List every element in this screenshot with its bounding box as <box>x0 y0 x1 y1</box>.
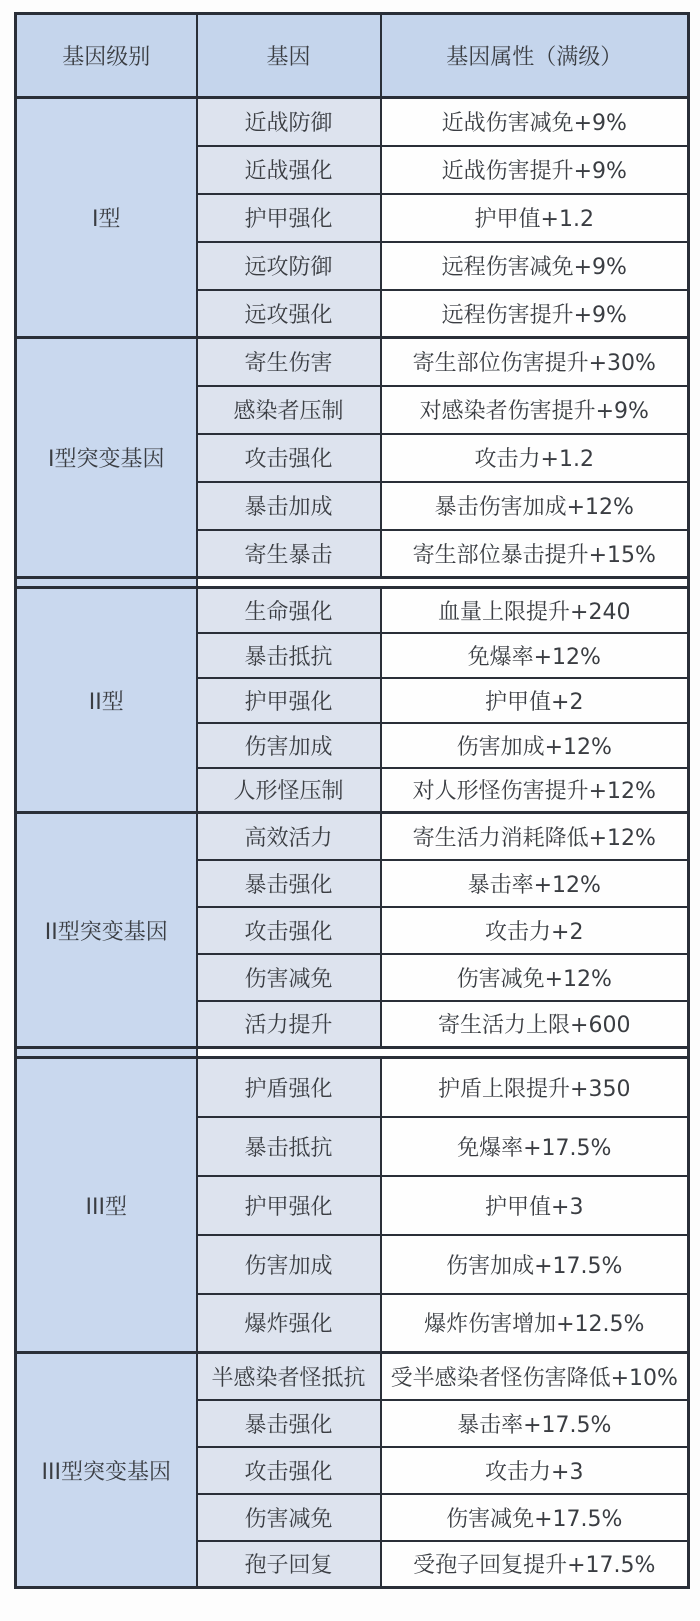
attr-cell: 寄生活力上限+600 <box>381 1001 689 1048</box>
gene-row <box>16 588 689 633</box>
gene-cell: 远攻强化 <box>197 290 381 338</box>
gene-cell: 感染者压制 <box>197 386 381 434</box>
attr-cell: 伤害加成+12% <box>381 723 689 768</box>
gene-cell: 伤害加成 <box>197 723 381 768</box>
gene-cell: 暴击强化 <box>197 1400 381 1447</box>
gene-cell: 暴击强化 <box>197 860 381 907</box>
attr-cell: 对感染者伤害提升+9% <box>381 386 689 434</box>
gene-cell: 暴击抵抗 <box>197 633 381 678</box>
gene-cell: 近战强化 <box>197 146 381 194</box>
separator-level-cell <box>16 578 197 588</box>
attr-cell: 护甲值+3 <box>381 1176 689 1235</box>
attr-cell: 护甲值+2 <box>381 678 689 723</box>
header-gene-level: 基因级别 <box>16 14 197 98</box>
gene-cell: 攻击强化 <box>197 907 381 954</box>
gene-row <box>16 338 689 386</box>
gene-cell: 攻击强化 <box>197 434 381 482</box>
attr-cell: 血量上限提升+240 <box>381 588 689 633</box>
separator-level-cell <box>16 1048 197 1058</box>
gene-row <box>16 813 689 860</box>
gene-cell: 寄生暴击 <box>197 530 381 578</box>
level-cell: II型 <box>16 588 197 813</box>
level-cell: I型 <box>16 98 197 338</box>
header-row <box>16 14 689 98</box>
gene-cell: 孢子回复 <box>197 1541 381 1588</box>
gene-cell: 活力提升 <box>197 1001 381 1048</box>
gene-row <box>16 1058 689 1117</box>
attr-cell: 暴击率+17.5% <box>381 1400 689 1447</box>
attr-cell: 攻击力+3 <box>381 1447 689 1494</box>
header-gene-attribute: 基因属性（满级） <box>381 14 689 98</box>
header-gene: 基因 <box>197 14 381 98</box>
attr-cell: 免爆率+12% <box>381 633 689 678</box>
attr-cell: 对人形怪伤害提升+12% <box>381 768 689 813</box>
attr-cell: 近战伤害提升+9% <box>381 146 689 194</box>
gene-row <box>16 98 689 146</box>
attr-cell: 寄生部位伤害提升+30% <box>381 338 689 386</box>
gene-cell: 伤害减免 <box>197 1494 381 1541</box>
level-cell: III型 <box>16 1058 197 1353</box>
gene-cell: 近战防御 <box>197 98 381 146</box>
gene-cell: 暴击抵抗 <box>197 1117 381 1176</box>
gene-table <box>14 12 690 1589</box>
section-separator <box>16 578 689 588</box>
level-cell: II型突变基因 <box>16 813 197 1048</box>
attr-cell: 远程伤害提升+9% <box>381 290 689 338</box>
attr-cell: 寄生活力消耗降低+12% <box>381 813 689 860</box>
gene-cell: 伤害加成 <box>197 1235 381 1294</box>
gene-cell: 伤害减免 <box>197 954 381 1001</box>
attr-cell: 伤害减免+17.5% <box>381 1494 689 1541</box>
attr-cell: 受半感染者怪伤害降低+10% <box>381 1353 689 1400</box>
gene-cell: 人形怪压制 <box>197 768 381 813</box>
separator-cell <box>197 1048 689 1058</box>
gene-cell: 寄生伤害 <box>197 338 381 386</box>
gene-cell: 远攻防御 <box>197 242 381 290</box>
gene-row <box>16 1353 689 1400</box>
attr-cell: 护甲值+1.2 <box>381 194 689 242</box>
level-cell: I型突变基因 <box>16 338 197 578</box>
attr-cell: 寄生部位暴击提升+15% <box>381 530 689 578</box>
gene-cell: 护甲强化 <box>197 194 381 242</box>
gene-cell: 高效活力 <box>197 813 381 860</box>
attr-cell: 免爆率+17.5% <box>381 1117 689 1176</box>
attr-cell: 攻击力+1.2 <box>381 434 689 482</box>
attr-cell: 伤害加成+17.5% <box>381 1235 689 1294</box>
separator-cell <box>197 578 689 588</box>
section-separator <box>16 1048 689 1058</box>
gene-cell: 护盾强化 <box>197 1058 381 1117</box>
attr-cell: 远程伤害减免+9% <box>381 242 689 290</box>
attr-cell: 近战伤害减免+9% <box>381 98 689 146</box>
level-cell: III型突变基因 <box>16 1353 197 1588</box>
attr-cell: 暴击率+12% <box>381 860 689 907</box>
gene-cell: 半感染者怪抵抗 <box>197 1353 381 1400</box>
attr-cell: 爆炸伤害增加+12.5% <box>381 1294 689 1353</box>
gene-cell: 暴击加成 <box>197 482 381 530</box>
attr-cell: 攻击力+2 <box>381 907 689 954</box>
gene-cell: 护甲强化 <box>197 1176 381 1235</box>
gene-cell: 护甲强化 <box>197 678 381 723</box>
attr-cell: 受孢子回复提升+17.5% <box>381 1541 689 1588</box>
attr-cell: 暴击伤害加成+12% <box>381 482 689 530</box>
gene-cell: 爆炸强化 <box>197 1294 381 1353</box>
attr-cell: 护盾上限提升+350 <box>381 1058 689 1117</box>
gene-cell: 生命强化 <box>197 588 381 633</box>
attr-cell: 伤害减免+12% <box>381 954 689 1001</box>
gene-cell: 攻击强化 <box>197 1447 381 1494</box>
